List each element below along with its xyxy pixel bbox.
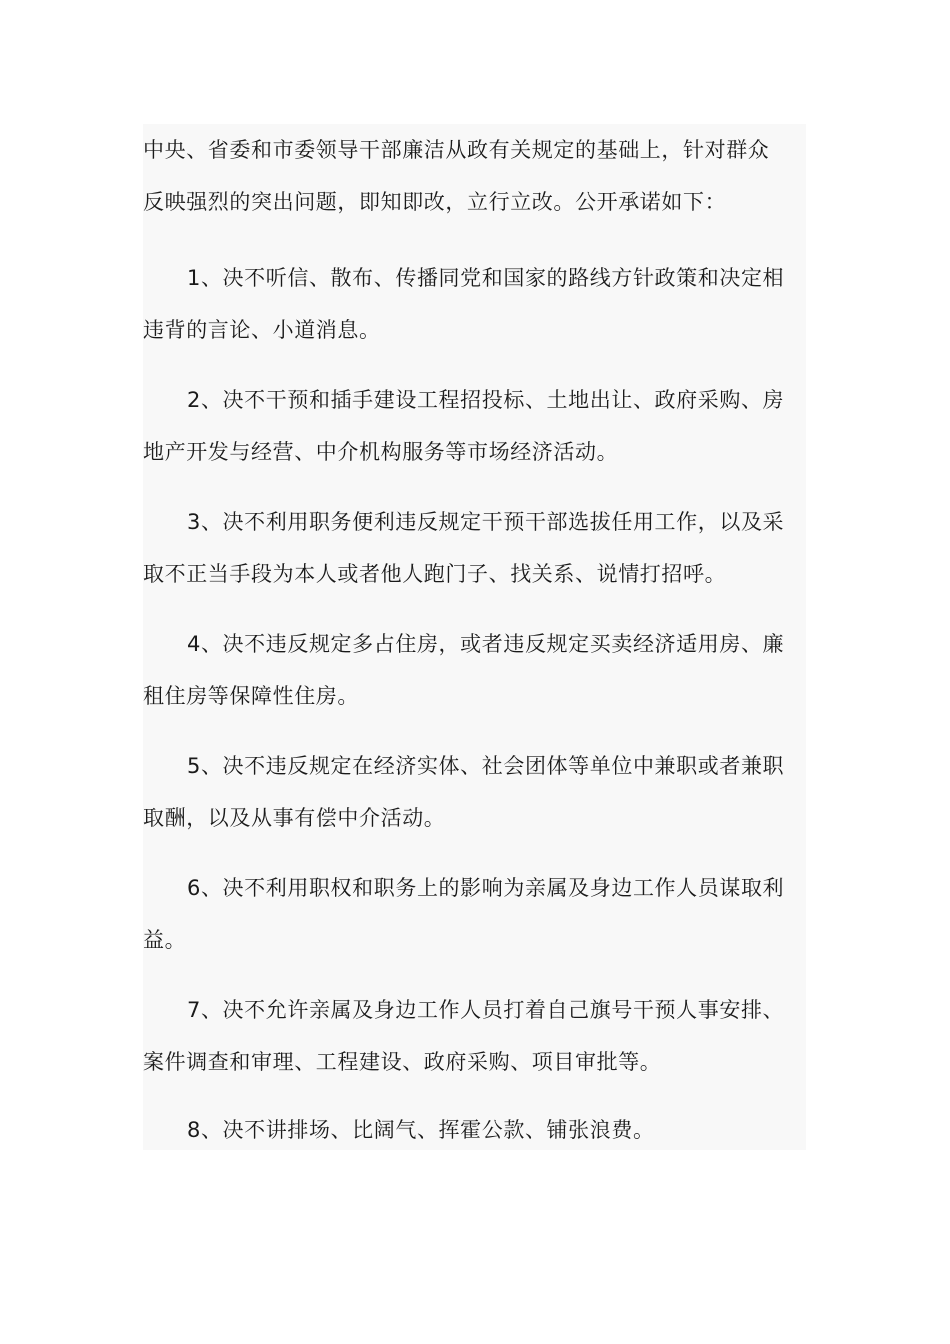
commitment-item-8-line-1: 8、决不讲排场、比阔气、挥霍公款、铺张浪费。 [187,1118,655,1142]
intro-paragraph [143,124,806,228]
commitment-item-6-line-1: 6、决不利用职权和职务上的影响为亲属及身边工作人员谋取利 [187,876,785,900]
document-body [143,124,806,1150]
commitment-item-3-line-2: 取不正当手段为本人或者他人跑门子、找关系、说情打招呼。 [143,562,727,586]
commitment-item-2 [143,374,806,478]
commitment-item-8 [143,1104,806,1156]
commitment-item-7-line-2: 案件调查和审理、工程建设、政府采购、项目审批等。 [143,1050,662,1074]
commitment-item-5-line-1: 5、决不违反规定在经济实体、社会团体等单位中兼职或者兼职 [187,754,785,778]
commitment-item-6-line-2: 益。 [143,928,187,952]
commitment-item-2-line-1: 2、决不干预和插手建设工程招投标、土地出让、政府采购、房 [187,388,785,412]
commitment-item-4-line-2: 租住房等保障性住房。 [143,684,359,708]
commitment-item-6 [143,862,806,966]
commitment-item-5-line-2: 取酬，以及从事有偿中介活动。 [143,806,446,830]
commitment-item-2-line-2: 地产开发与经营、中介机构服务等市场经济活动。 [143,440,619,464]
commitment-item-1-line-2: 违背的言论、小道消息。 [143,318,381,342]
commitment-item-3-line-1: 3、决不利用职务便利违反规定干预干部选拔任用工作，以及采 [187,510,785,534]
commitment-item-4 [143,618,806,722]
commitment-item-7-line-1: 7、决不允许亲属及身边工作人员打着自己旗号干预人事安排、 [187,998,785,1022]
intro-line-1: 中央、省委和市委领导干部廉洁从政有关规定的基础上，针对群众 [143,138,770,162]
commitment-item-1 [143,252,806,356]
commitment-item-3 [143,496,806,600]
commitment-item-5 [143,740,806,844]
commitment-item-7 [143,984,806,1088]
intro-line-2: 反映强烈的突出问题，即知即改，立行立改。公开承诺如下： [143,190,727,214]
commitment-item-4-line-1: 4、决不违反规定多占住房，或者违反规定买卖经济适用房、廉 [187,632,785,656]
commitment-item-1-line-1: 1、决不听信、散布、传播同党和国家的路线方针政策和决定相 [187,266,785,290]
